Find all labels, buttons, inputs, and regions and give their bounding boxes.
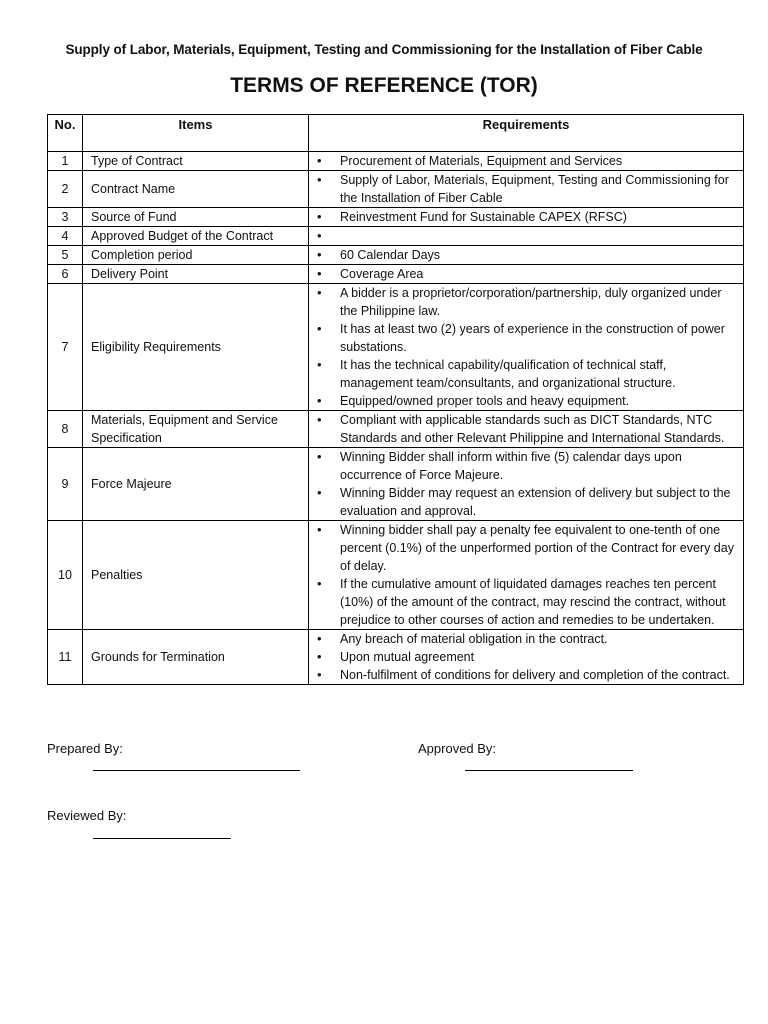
requirement-text: Coverage Area [340,267,424,281]
requirements-list [313,630,737,684]
list-item [313,356,737,392]
bullet-icon: • [317,649,322,664]
table-row [48,448,744,521]
requirement-text: Any breach of material obligation in the contract. [340,632,608,646]
list-item [313,246,737,264]
bullet-icon: • [317,412,322,427]
table-row [48,411,744,448]
requirements-list [313,411,737,447]
requirement-text: Winning Bidder may request an extension of delivery but subject to the evaluation and approval. [340,486,731,518]
bullet-icon: • [317,228,322,243]
row-number: 5 [48,246,83,265]
table-header-row [48,115,744,152]
header-items: Items [83,115,309,152]
table-body [48,152,744,685]
table-row [48,630,744,685]
bullet-icon: • [317,522,322,537]
requirements-list [313,265,737,283]
requirements-list [313,521,737,629]
prepared-by-signature-line [93,770,300,771]
row-number: 6 [48,265,83,284]
bullet-icon: • [317,357,322,372]
row-requirements [309,521,744,630]
row-number: 4 [48,227,83,246]
requirements-list [313,208,737,226]
list-item [313,484,737,520]
table-row [48,246,744,265]
table-row [48,284,744,411]
list-item [313,411,737,447]
row-number: 7 [48,284,83,411]
table-row [48,208,744,227]
row-number: 2 [48,171,83,208]
table-row [48,171,744,208]
bullet-icon: • [317,393,322,408]
document-subtitle: Supply of Labor, Materials, Equipment, Testing and Commissioning for the Installation of Fiber Cable [65,42,703,57]
row-requirements [309,208,744,227]
row-number: 1 [48,152,83,171]
requirement-text: Upon mutual agreement [340,650,475,664]
list-item [313,648,737,666]
bullet-icon: • [317,321,322,336]
list-item [313,152,737,170]
table-row [48,152,744,171]
row-item: Materials, Equipment and Service Specification [83,411,309,448]
row-requirements [309,630,744,685]
table-row [48,265,744,284]
requirement-text: It has the technical capability/qualification of technical staff, management team/consultants, and organizational structure. [340,358,676,390]
row-number: 8 [48,411,83,448]
row-item: Completion period [83,246,309,265]
list-item [313,521,737,575]
list-item [313,171,737,207]
bullet-icon: • [317,153,322,168]
list-item [313,208,737,226]
header-requirements: Requirements [309,115,744,152]
bullet-icon: • [317,209,322,224]
requirements-list [313,284,737,410]
reviewed-by-label: Reviewed By: [47,808,127,823]
row-requirements [309,284,744,411]
row-requirements [309,171,744,208]
row-item: Source of Fund [83,208,309,227]
row-number: 11 [48,630,83,685]
requirement-text: Compliant with applicable standards such as DICT Standards, NTC Standards and other Relevant Philippine and International Standards. [340,413,725,445]
requirement-text: Equipped/owned proper tools and heavy equipment. [340,394,630,408]
row-item: Delivery Point [83,265,309,284]
requirement-text: Winning Bidder shall inform within five (5) calendar days upon occurrence of Force Majeure. [340,450,682,482]
requirements-list [313,246,737,264]
row-number: 10 [48,521,83,630]
table-row [48,521,744,630]
row-number: 9 [48,448,83,521]
list-item [313,448,737,484]
list-item [313,227,737,245]
requirement-text: Non-fulfilment of conditions for delivery and completion of the contract. [340,668,730,682]
list-item [313,284,737,320]
header-no: No. [48,115,83,152]
tor-table [47,114,744,685]
requirement-text: Winning bidder shall pay a penalty fee equivalent to one-tenth of one percent (0.1%) of the unperformed portion of the Contract for every day of delay. [340,523,734,573]
requirements-list [313,152,737,170]
requirements-list [313,227,737,245]
table-row [48,227,744,246]
row-item: Approved Budget of the Contract [83,227,309,246]
list-item [313,320,737,356]
bullet-icon: • [317,576,322,591]
requirement-text: Procurement of Materials, Equipment and Services [340,154,623,168]
bullet-icon: • [317,631,322,646]
row-requirements [309,448,744,521]
row-item: Force Majeure [83,448,309,521]
row-item: Type of Contract [83,152,309,171]
approved-by-signature-line [465,770,633,771]
reviewed-by-signature-line [93,838,231,839]
requirements-list [313,171,737,207]
requirement-text: Reinvestment Fund for Sustainable CAPEX (RFSC) [340,210,627,224]
row-requirements [309,152,744,171]
bullet-icon: • [317,449,322,464]
bullet-icon: • [317,667,322,682]
requirement-text: If the cumulative amount of liquidated damages reaches ten percent (10%) of the amount of the contract, may rescind the contract, without prejudice to other courses of action and remedies to be undertaken. [340,577,726,627]
requirements-list [313,448,737,520]
bullet-icon: • [317,266,322,281]
row-requirements [309,227,744,246]
list-item [313,630,737,648]
list-item [313,666,737,684]
row-requirements [309,411,744,448]
row-item: Eligibility Requirements [83,284,309,411]
prepared-by-label: Prepared By: [47,741,123,756]
list-item [313,575,737,629]
requirement-text: A bidder is a proprietor/corporation/partnership, duly organized under the Philippine law. [340,286,722,318]
row-requirements [309,246,744,265]
document-title: TERMS OF REFERENCE (TOR) [230,74,538,97]
approved-by-label: Approved By: [418,741,497,756]
list-item [313,392,737,410]
bullet-icon: • [317,285,322,300]
row-item: Penalties [83,521,309,630]
row-requirements [309,265,744,284]
bullet-icon: • [317,485,322,500]
row-number: 3 [48,208,83,227]
list-item [313,265,737,283]
bullet-icon: • [317,247,322,262]
requirement-text: It has at least two (2) years of experience in the construction of power substations. [340,322,725,354]
bullet-icon: • [317,172,322,187]
row-item: Contract Name [83,171,309,208]
requirement-text: 60 Calendar Days [340,248,441,262]
requirement-text: Supply of Labor, Materials, Equipment, Testing and Commissioning for the Installation of Fiber Cable [340,173,729,205]
row-item: Grounds for Termination [83,630,309,685]
